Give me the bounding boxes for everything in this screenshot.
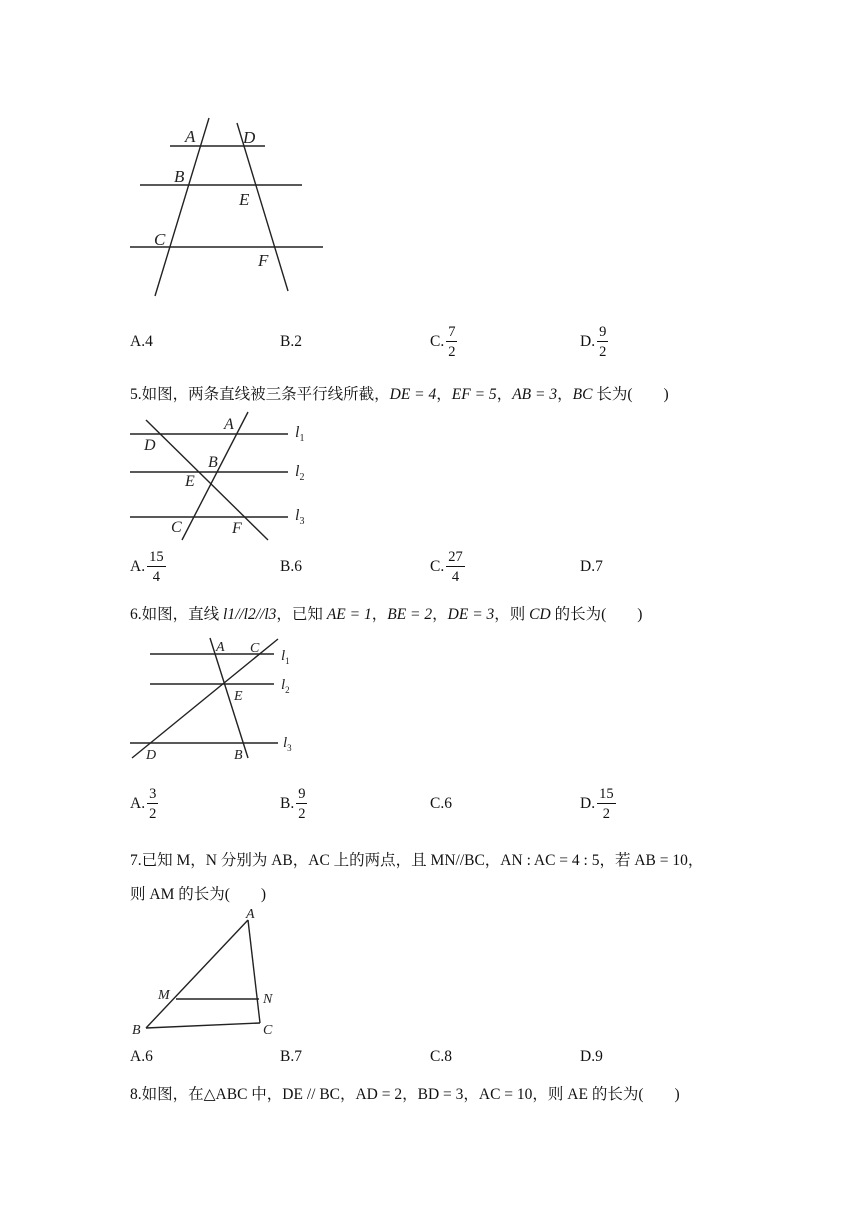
question-number: 6.	[130, 606, 142, 623]
q6-figure	[128, 636, 308, 764]
separator: ，	[432, 606, 448, 623]
denominator: 2	[599, 344, 607, 360]
denominator: 4	[451, 569, 460, 585]
option-value: 4	[145, 333, 153, 350]
q6-label-d: D	[146, 748, 157, 763]
question-text: ，已知	[276, 606, 327, 623]
separator: ，	[371, 606, 388, 623]
q7-label-m: M	[158, 988, 170, 1003]
question-text: ，则	[494, 606, 530, 623]
q8-stem: 8.如图，在△ABC 中，DE // BC，AD = 2，BD = 3，AC = 10，则 AE 的长为( )	[130, 1086, 680, 1103]
q5-stem	[130, 382, 669, 404]
q4-label-e: E	[239, 190, 250, 209]
option-value: 6	[145, 1048, 153, 1065]
q7-option-a[interactable]	[130, 1035, 153, 1079]
q7-figure	[128, 904, 288, 1042]
option-letter: A.	[130, 795, 146, 812]
q6-option-d[interactable]	[580, 782, 616, 826]
q4-transversal-abc	[155, 118, 209, 296]
fraction	[147, 787, 158, 822]
option-letter: A.	[130, 558, 146, 575]
q7-option-d[interactable]	[580, 1035, 603, 1079]
q4-options	[130, 320, 730, 364]
q7-side-ac	[248, 920, 260, 1023]
q4-option-a[interactable]	[130, 320, 153, 364]
question-number: 5.	[130, 386, 142, 403]
numerator: 9	[296, 787, 307, 805]
option-letter: D.	[580, 333, 596, 350]
fraction	[446, 550, 465, 585]
q5-label-l3: $l_3$	[295, 507, 305, 527]
q4-figure	[125, 118, 335, 303]
option-value: 6	[294, 558, 302, 575]
q4-label-b: B	[174, 167, 185, 186]
numerator: 3	[147, 787, 158, 805]
fraction	[597, 787, 616, 822]
denominator: 2	[602, 806, 610, 822]
q6-label-e: E	[234, 689, 243, 704]
condition-ae: AE = 1	[326, 606, 372, 623]
q7-label-n: N	[263, 992, 273, 1007]
q7-option-b[interactable]	[280, 1035, 302, 1079]
option-letter: C.	[430, 558, 445, 575]
q7-options	[130, 1035, 730, 1079]
q5-label-l1: $l_1$	[295, 424, 305, 444]
q5-label-a: A	[224, 416, 234, 433]
q6-transversal-dc	[132, 639, 278, 758]
q6-stem	[130, 602, 642, 624]
q7-stem-line-2: 则 AM 的长为( )	[130, 886, 267, 903]
option-value: 8	[444, 1048, 452, 1065]
q5-figure	[128, 412, 328, 542]
denominator: 4	[152, 569, 160, 585]
q4-option-d[interactable]	[580, 320, 608, 364]
option-letter: D.	[580, 1048, 596, 1065]
option-value: 7	[595, 558, 603, 575]
q6-options	[130, 782, 730, 826]
q7-stem-line-1: 7.已知 M，N 分别为 AB，AC 上的两点，且 MN//BC，AN : AC = 4 : 5，若 AB = 10，	[130, 852, 704, 869]
condition-be: BE = 2	[387, 606, 433, 623]
q5-option-b[interactable]	[280, 545, 302, 589]
question-tail: 的长为( )	[550, 606, 643, 623]
q6-label-b: B	[234, 748, 243, 763]
q5-label-b: B	[208, 454, 218, 471]
denominator: 2	[448, 344, 456, 360]
question-text: 如图，直线	[141, 606, 224, 623]
option-letter: B.	[280, 795, 295, 812]
condition-de: DE = 4	[389, 386, 437, 403]
option-value: 6	[444, 795, 452, 812]
option-value: 2	[294, 333, 302, 350]
q4-option-b[interactable]	[280, 320, 302, 364]
condition-de: DE = 3	[447, 606, 495, 623]
fraction	[597, 325, 608, 360]
q4-label-c: C	[154, 230, 166, 249]
q6-option-c[interactable]	[430, 782, 452, 826]
numerator: 7	[446, 325, 457, 343]
fraction	[446, 325, 457, 360]
q6-option-a[interactable]	[130, 782, 158, 826]
q6-label-l1: $l_1$	[281, 648, 290, 666]
q5-label-e: E	[185, 473, 195, 490]
q6-label-l2: $l_2$	[281, 677, 290, 695]
option-letter: C.	[430, 795, 445, 812]
q5-transversal-def	[146, 420, 268, 540]
q5-options	[130, 545, 730, 589]
q5-label-l2: $l_2$	[295, 463, 305, 483]
option-letter: B.	[280, 558, 295, 575]
fraction	[296, 787, 307, 822]
option-value: 9	[595, 1048, 603, 1065]
q5-option-a[interactable]	[130, 545, 166, 589]
q5-option-d[interactable]	[580, 545, 603, 589]
q6-label-c: C	[250, 641, 260, 656]
separator: ，	[557, 386, 573, 403]
option-letter: B.	[280, 1048, 295, 1065]
q7-label-a: A	[246, 907, 255, 922]
q7-option-c[interactable]	[430, 1035, 452, 1079]
option-letter: C.	[430, 333, 445, 350]
parallel-lines: l1//l2//l3	[223, 606, 277, 623]
q7-label-c: C	[263, 1023, 273, 1038]
q7-label-b: B	[132, 1023, 141, 1038]
option-letter: A.	[130, 333, 146, 350]
condition-ab: AB = 3	[512, 386, 558, 403]
denominator: 2	[149, 806, 157, 822]
option-letter: C.	[430, 1048, 445, 1065]
option-letter: D.	[580, 795, 596, 812]
option-letter: A.	[130, 1048, 146, 1065]
q5-label-f: F	[232, 520, 242, 537]
condition-ef: EF = 5	[451, 386, 497, 403]
q7-side-ab	[146, 920, 248, 1028]
separator: ，	[496, 386, 513, 403]
q6-label-a: A	[216, 640, 225, 655]
q4-label-f: F	[258, 251, 269, 270]
q6-option-b[interactable]	[280, 782, 307, 826]
q5-label-c: C	[171, 519, 182, 536]
q5-option-c[interactable]	[430, 545, 465, 589]
denominator: 2	[298, 806, 306, 822]
numerator: 27	[446, 550, 465, 568]
option-letter: B.	[280, 333, 295, 350]
q5-label-d: D	[144, 437, 156, 454]
separator: ，	[436, 386, 452, 403]
numerator: 15	[147, 550, 166, 568]
question-variable: CD	[529, 606, 551, 623]
fraction	[147, 550, 166, 585]
q7-side-bc	[146, 1023, 260, 1028]
q6-label-l3: $l_3$	[283, 735, 292, 753]
q4-option-c[interactable]	[430, 320, 457, 364]
option-letter: D.	[580, 558, 596, 575]
numerator: 15	[597, 787, 616, 805]
question-variable: BC	[572, 386, 593, 403]
q4-label-a: A	[185, 127, 196, 146]
q4-label-d: D	[243, 128, 256, 147]
question-text: 如图，两条直线被三条平行线所截，	[141, 386, 390, 403]
option-value: 7	[294, 1048, 302, 1065]
numerator: 9	[597, 325, 608, 343]
question-tail: 长为( )	[592, 386, 669, 403]
